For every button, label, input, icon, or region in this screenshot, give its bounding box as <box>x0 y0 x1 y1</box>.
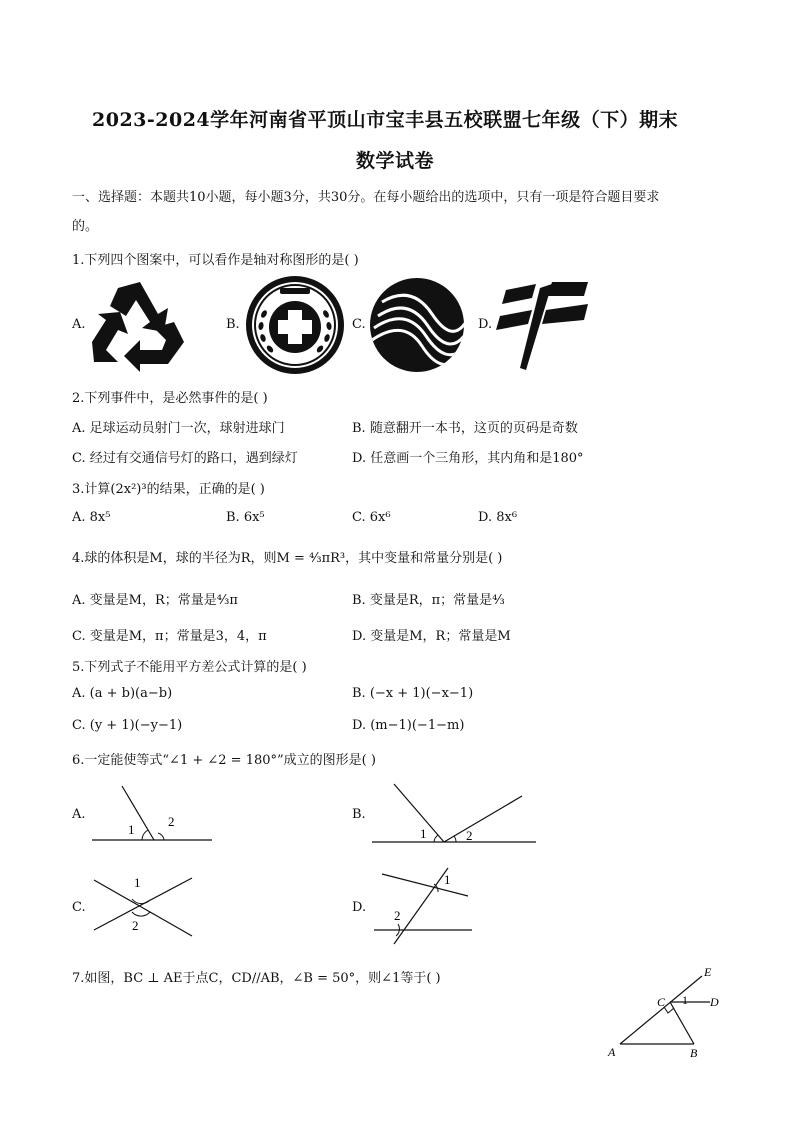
q6-option-a-label: A. <box>72 807 86 822</box>
q3-option-a: A. 8x⁵ <box>72 510 111 525</box>
q6-b-angle-2: 2 <box>466 828 473 843</box>
point-d-label: D <box>710 995 719 1009</box>
angle-1-label: 1 <box>682 993 688 1007</box>
q7-figure <box>604 962 728 1060</box>
q6-a-angle-1: 1 <box>128 822 135 837</box>
q4-option-c: C. 变量是M，π；常量是3，4，π <box>72 629 267 644</box>
q6-option-c-label: C. <box>72 900 86 915</box>
striped-circle-logo-icon <box>368 276 466 374</box>
q4-option-d: D. 变量是M，R；常量是M <box>352 629 511 644</box>
q2-option-d: D. 任意画一个三角形，其内角和是180° <box>352 451 584 466</box>
q6-option-d-label: D. <box>352 900 367 915</box>
q2-stem: 2.下列事件中，是必然事件的是( ) <box>72 391 268 406</box>
q4-option-a: A. 变量是M，R；常量是⁴⁄₃π <box>72 593 238 608</box>
q1-option-a-label: A. <box>72 317 86 332</box>
q1-option-c-label: C. <box>352 317 366 332</box>
point-a-label: A <box>608 1045 616 1059</box>
q6-figure-b <box>368 780 540 848</box>
q6-option-b-label: B. <box>352 807 366 822</box>
q1-option-b-label: B. <box>226 317 240 332</box>
q4-option-b: B. 变量是R，π；常量是⁴⁄₃ <box>352 593 505 608</box>
paper-title-line1: 2023-2024学年河南省平顶山市宝丰县五校联盟七年级（下）期末 <box>92 109 679 131</box>
q3-option-b: B. 6x⁵ <box>226 510 265 525</box>
q2-option-b: B. 随意翻开一本书，这页的页码是奇数 <box>352 421 578 436</box>
q3-option-d: D. 8x⁶ <box>478 510 518 525</box>
q6-c-angle-2: 2 <box>132 918 139 933</box>
cross-emblem-icon <box>244 274 346 376</box>
abstract-logo-icon <box>496 280 596 372</box>
q6-c-angle-1: 1 <box>134 875 141 890</box>
q6-figure-c <box>88 872 198 938</box>
recycle-symbol-icon <box>88 280 186 372</box>
q5-option-a: A. (a + b)(a−b) <box>72 686 173 701</box>
section-instructions-line2: 的。 <box>72 219 99 234</box>
q7-stem: 7.如图，BC ⊥ AE于点C，CD//AB，∠B = 50°，则∠1等于( ) <box>72 971 441 986</box>
q3-option-c: C. 6x⁶ <box>352 510 391 525</box>
q6-figure-d <box>368 862 476 946</box>
section-instructions-line1: 一、选择题：本题共10小题，每小题3分，共30分。在每小题给出的选项中，只有一项是符合题目要求 <box>72 190 660 205</box>
q2-option-c: C. 经过有交通信号灯的路口，遇到绿灯 <box>72 451 298 466</box>
paper-title-line2: 数学试卷 <box>356 150 435 172</box>
q4-stem: 4.球的体积是M，球的半径为R，则M = ⁴⁄₃πR³，其中变量和常量分别是( ) <box>72 551 503 566</box>
point-e-label: E <box>704 965 712 979</box>
q6-d-angle-1: 1 <box>444 872 451 887</box>
q1-stem: 1.下列四个图案中，可以看作是轴对称图形的是( ) <box>72 253 359 268</box>
q5-option-b: B. (−x + 1)(−x−1) <box>352 686 474 701</box>
q6-b-angle-1: 1 <box>420 826 427 841</box>
q6-stem: 6.一定能使等式“∠1 + ∠2 = 180°”成立的图形是( ) <box>72 753 376 768</box>
q3-stem: 3.计算(2x²)³的结果，正确的是( ) <box>72 482 265 497</box>
point-c-label: C <box>657 995 666 1009</box>
point-b-label: B <box>690 1046 698 1060</box>
q5-stem: 5.下列式子不能用平方差公式计算的是( ) <box>72 660 307 675</box>
q6-a-angle-2: 2 <box>168 814 175 829</box>
q5-option-c: C. (y + 1)(−y−1) <box>72 718 183 733</box>
q6-figure-a <box>88 782 216 848</box>
q2-option-a: A. 足球运动员射门一次，球射进球门 <box>72 421 285 436</box>
q5-option-d: D. (m−1)(−1−m) <box>352 718 465 733</box>
q6-d-angle-2: 2 <box>394 908 401 923</box>
q1-option-d-label: D. <box>478 317 493 332</box>
